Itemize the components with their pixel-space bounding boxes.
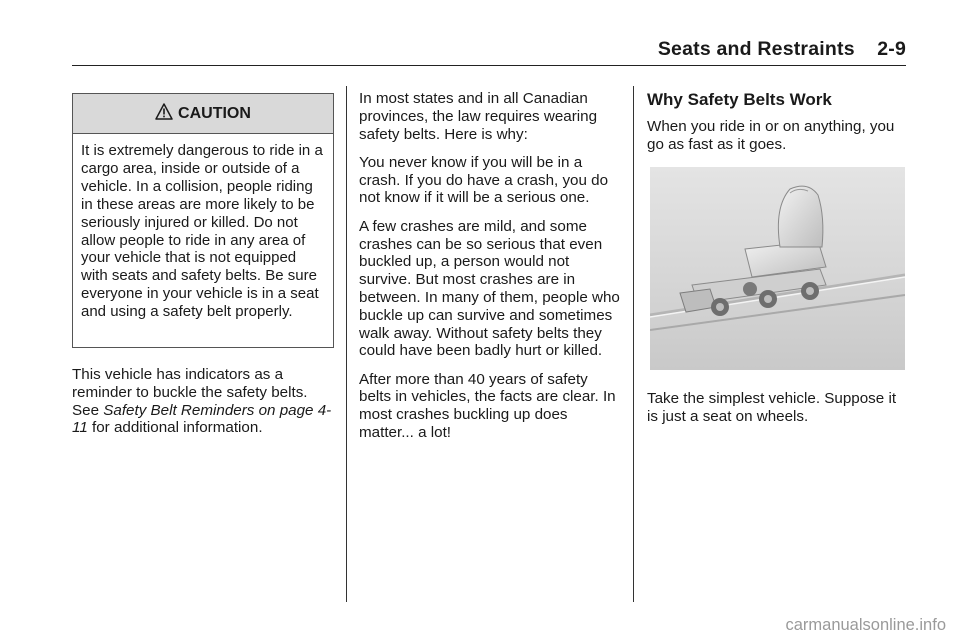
seat-on-wheels-illustration bbox=[650, 167, 905, 370]
right-column bbox=[647, 90, 909, 164]
right-column-after-figure bbox=[647, 390, 909, 436]
caution-header bbox=[73, 94, 333, 134]
left-column bbox=[72, 366, 338, 448]
column-divider-right bbox=[633, 86, 634, 602]
reminder-text-end: for additional information. bbox=[92, 419, 263, 437]
caution-text: It is extremely dangerous to ride in a cargo area, inside or outside of a vehicle. In a collision, people riding in these areas are more likely to be seriously injured or killed. Do not allow people to ride in any area of your vehicle that is not equipped with seats and safety belts. Be sure everyone in your vehicle is in a seat and using a safety belt properly. bbox=[81, 142, 323, 321]
safety-belt-reminders-link[interactable]: Safety Belt Reminders on page 4-11 bbox=[72, 401, 332, 437]
paragraph: You never know if you will be in a crash. If you do have a crash, you do not know if it will be a serious one. bbox=[359, 153, 609, 207]
section-heading: Why Safety Belts Work bbox=[647, 90, 832, 109]
paragraph: After more than 40 years of safety belts in vehicles, the facts are clear. In most crashes buckling up does matter... a lot! bbox=[359, 370, 616, 442]
paragraph: In most states and in all Canadian provinces, the law requires wearing safety belts. Here is why: bbox=[359, 90, 598, 143]
column-divider-left bbox=[346, 86, 347, 602]
paragraph: A few crashes are mild, and some crashes can be so serious that even buckled up, a person would not survive. But most crashes are in between. In many of them, people who buckle up can survive and sometimes walk away. Without safety belts they could have been badly hurt or killed. bbox=[359, 217, 620, 360]
warning-triangle-icon bbox=[155, 103, 173, 125]
page-title: Seats and Restraints 2-9 bbox=[657, 38, 906, 60]
watermark: carmanualsonline.info bbox=[785, 616, 946, 634]
reminder-text: This vehicle has indicators as a reminder to buckle the safety belts. See bbox=[72, 366, 308, 419]
caution-title: CAUTION bbox=[178, 104, 251, 122]
paragraph: When you ride in or on anything, you go as fast as it goes. bbox=[647, 118, 895, 153]
paragraph: Take the simplest vehicle. Suppose it is just a seat on wheels. bbox=[647, 390, 897, 425]
middle-column bbox=[359, 90, 621, 452]
caution-box bbox=[72, 93, 334, 348]
reminder-paragraph bbox=[72, 366, 338, 437]
page-header bbox=[72, 38, 906, 66]
